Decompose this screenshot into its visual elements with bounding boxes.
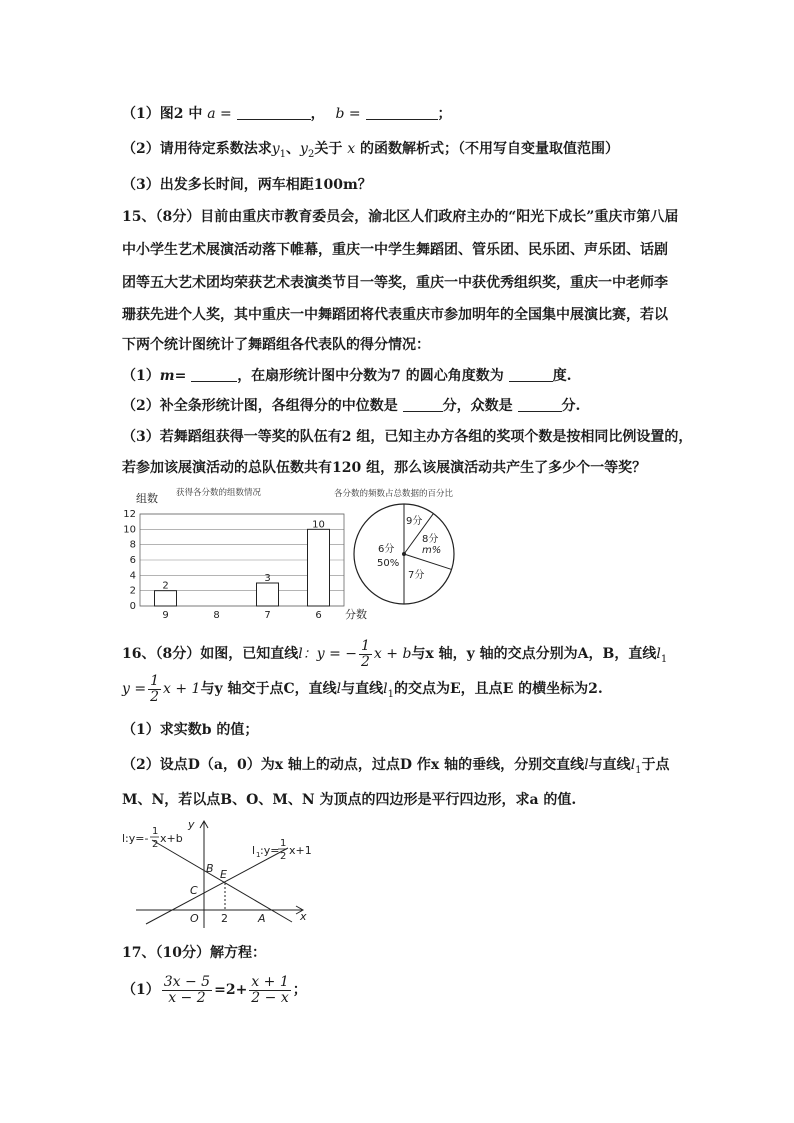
var-b: b = xyxy=(335,106,361,122)
bar-category-label: 7 xyxy=(264,610,271,621)
q15-para-2: 中小学生艺术展演活动落下帷幕，重庆一中学生舞蹈团、管乐团、民乐团、声乐团、话剧 xyxy=(122,242,668,258)
q14-part1: （1）图2 中 a = ， b = ； xyxy=(122,106,452,122)
fraction-half: $\frac{1}{2}$ xyxy=(361,637,370,670)
q16-line1: 16、（8分）如图，已知直线l：y = − $\frac{1}{2}$ x + b与x 轴，y 轴的交点分别为A，B，直线$l_1$ xyxy=(122,637,668,670)
q15-para-4: 珊获先进个人奖，其中重庆一中舞蹈团将代表重庆市参加明年的全国集中展演比赛，若以 xyxy=(122,307,668,323)
answer-blank-mode[interactable] xyxy=(518,397,562,412)
fraction-half: $\frac{1}{2}$ xyxy=(150,672,160,705)
label-line-l1-fn: 1 xyxy=(280,838,287,849)
q15-para-3: 团等五大艺术团均荣获艺术表演类节目一等奖，重庆一中获优秀组织奖，重庆一中老师李 xyxy=(122,275,668,291)
label-line-l1-sub: 1 xyxy=(256,851,261,859)
bar-ytick-label: 2 xyxy=(129,585,136,597)
q15-para-1: 15、（8分）目前由重庆市教育委员会，渝北区人们政府主办的“阳光下成长”重庆市第八届 xyxy=(122,209,679,225)
bar-chart-ylabel: 组数 xyxy=(136,492,158,505)
label-x: x xyxy=(300,910,307,923)
label-line-l-post: x+b xyxy=(160,832,183,845)
pie-center-dot xyxy=(402,552,406,556)
answer-blank-b[interactable] xyxy=(366,105,438,120)
pie-chart xyxy=(330,486,480,616)
q15-part3-line1: （3）若舞蹈组获得一等奖的队伍有2 组，已知主办方各组的奖项个数是按相同比例设置的， xyxy=(122,429,693,445)
bar-ytick-label: 6 xyxy=(129,555,136,566)
label-line-l1-fd: 2 xyxy=(280,851,287,862)
pie-label-7: 7分 xyxy=(408,570,425,581)
label-2: 2 xyxy=(221,912,228,925)
label-b: B xyxy=(206,862,214,875)
label-c: C xyxy=(190,884,198,897)
bar-ytick-label: 4 xyxy=(129,570,136,582)
bar-chart-title: 获得各分数的组数情况 xyxy=(176,488,262,498)
pie-label-9: 9分 xyxy=(406,516,423,527)
label-line-l1-pre: l xyxy=(252,844,256,857)
bar-ytick-label: 8 xyxy=(129,539,136,551)
bar-ytick-label: 12 xyxy=(123,509,136,520)
bar-chart-xlabel: 分数 xyxy=(345,608,367,621)
bar-category-label: 6 xyxy=(315,610,322,621)
q16-part2-line1: （2）设点D（a，0）为x 轴上的动点，过点D 作x 轴的垂线，分别交直线l与直线$l_1$于点 xyxy=(122,757,670,776)
line-l1 xyxy=(146,848,288,924)
answer-blank-m[interactable] xyxy=(191,367,237,382)
q17-part1: （1） $\frac{3x - 5}{x - 2}$ =2+ $\frac{x + 1}{2 - x}$ ； xyxy=(122,973,307,1006)
q15-part2: （2）补全条形统计图，各组得分的中位数是 分，众数是 分. xyxy=(122,398,581,414)
label-y: y xyxy=(188,818,195,831)
coordinate-figure xyxy=(116,818,316,930)
answer-blank-a[interactable] xyxy=(237,105,311,120)
q16-part2-line2: M、N，若以点B、O、M、N 为顶点的四边形是平行四边形，求a 的值. xyxy=(122,792,577,808)
pie-value-8: m% xyxy=(422,545,442,556)
pie-chart-title: 各分数的频数占总数据的百分比 xyxy=(334,489,454,499)
label-line-l-fd: 2 xyxy=(152,839,159,850)
pie-value-6: 50% xyxy=(377,558,400,569)
bar-score-6 xyxy=(308,529,330,606)
bar-value-label: 3 xyxy=(264,573,271,584)
fraction-left: $\frac{3x - 5}{x - 2}$ xyxy=(163,973,211,1006)
label-line-l-fn: 1 xyxy=(152,826,159,837)
label-o: O xyxy=(190,912,199,925)
label-line-l-pre: l:y=- xyxy=(122,832,149,845)
bar-category-label: 9 xyxy=(162,610,169,621)
bar-category-label: 8 xyxy=(213,610,220,621)
label-line-l1-mid: :y= xyxy=(260,844,280,857)
answer-blank-median[interactable] xyxy=(403,397,443,412)
q16-part1: （1）求实数b 的值； xyxy=(122,722,259,738)
bar-score-7 xyxy=(257,583,279,606)
fraction-right: $\frac{x + 1}{2 - x}$ xyxy=(251,973,289,1006)
q17-heading: 17、（10分）解方程： xyxy=(122,945,266,961)
q15-part3-line2: 若参加该展演活动的总队伍数共有120 组，那么该展演活动共产生了多少个一等奖？ xyxy=(122,460,647,476)
q14-part3: （3）出发多长时间，两车相距100m？ xyxy=(122,177,372,193)
q14-part2: （2）请用待定系数法求$y_1$、$y_2$关于 x 的函数解析式；（不用写自变量取值范围） xyxy=(122,141,619,160)
q15-para-5: 下两个统计图统计了舞蹈组各代表队的得分情况： xyxy=(122,337,430,353)
q16-line2: y = $\frac{1}{2}$ x + 1与y 轴交于点C，直线l与直线$l_1$的交点为E，且点E 的横坐标为2. xyxy=(122,672,603,705)
answer-blank-angle[interactable] xyxy=(509,367,553,382)
pie-label-6: 6分 xyxy=(378,544,395,555)
bar-value-label: 10 xyxy=(312,519,325,531)
pie-label-8: 8分 xyxy=(422,534,439,545)
bar-ytick-label: 0 xyxy=(129,601,136,612)
bar-chart xyxy=(118,484,367,624)
q15-part1: （1）m= ，在扇形统计图中分数为7 的圆心角度数为 度. xyxy=(122,368,572,384)
var-a: a = xyxy=(207,106,232,122)
label-e: E xyxy=(220,868,227,881)
bar-ytick-label: 10 xyxy=(123,524,136,536)
bar-score-9 xyxy=(155,591,177,606)
bar-value-label: 2 xyxy=(162,580,169,592)
label-line-l1-post: x+1 xyxy=(289,844,312,857)
label-a: A xyxy=(258,912,266,925)
